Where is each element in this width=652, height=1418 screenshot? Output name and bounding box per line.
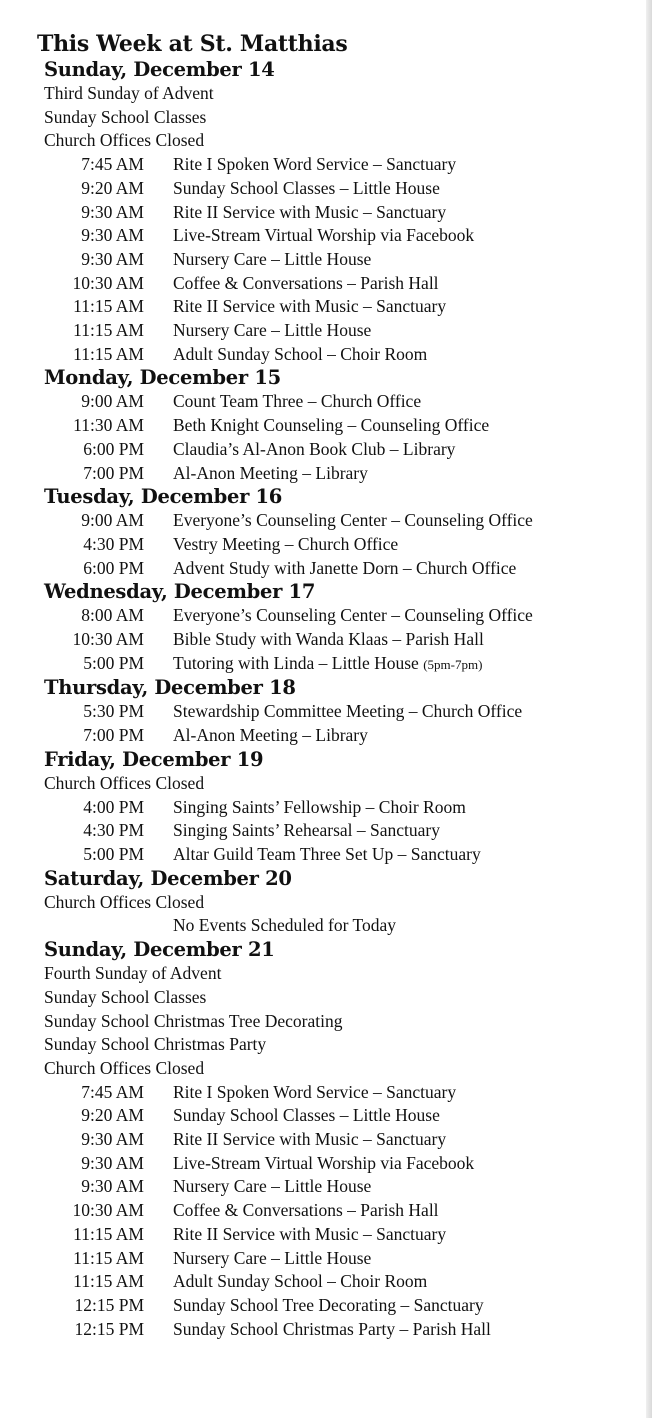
day-section — [44, 580, 629, 676]
event-title: Coffee & Conversations – Parish Hall — [173, 272, 439, 293]
event-row — [44, 509, 629, 533]
event-row — [44, 272, 629, 296]
event-time: 10:30 AM — [72, 272, 144, 293]
event-description — [173, 272, 439, 296]
event-row — [44, 533, 629, 557]
event-time: 9:30 AM — [81, 201, 144, 222]
day-heading: Friday, December 19 — [44, 747, 264, 771]
event-time: 5:00 PM — [83, 652, 144, 673]
event-row — [44, 652, 629, 677]
page-title: This Week at St. Matthias — [37, 31, 348, 57]
event-time: 12:15 PM — [74, 1318, 144, 1339]
weekly-schedule — [37, 30, 637, 1341]
event-row — [44, 724, 629, 748]
event-title: Live-Stream Virtual Worship via Facebook — [173, 225, 475, 246]
event-time: 11:15 AM — [73, 320, 144, 341]
day-note: Fourth Sunday of Advent — [44, 963, 222, 984]
event-time: 9:20 AM — [81, 177, 144, 198]
event-row — [44, 177, 629, 201]
event-title: Nursery Care – Little House — [173, 1176, 372, 1197]
event-description — [173, 628, 484, 652]
event-row — [44, 414, 629, 438]
event-description — [173, 414, 489, 438]
event-time: 9:30 AM — [81, 1152, 144, 1173]
event-title: Sunday School Classes – Little House — [173, 1105, 440, 1126]
event-row — [44, 1081, 629, 1105]
event-title: No Events Scheduled for Today — [173, 915, 396, 936]
event-row — [44, 343, 629, 367]
event-description — [173, 1175, 371, 1199]
day-list — [37, 58, 637, 1341]
event-title: Sunday School Classes – Little House — [173, 177, 440, 198]
event-title: Stewardship Committee Meeting – Church Office — [173, 701, 523, 722]
event-time: 10:30 AM — [72, 1200, 144, 1221]
event-row — [44, 201, 629, 225]
event-time: 10:30 AM — [72, 629, 144, 650]
event-description — [173, 843, 481, 867]
event-description — [173, 1247, 371, 1271]
event-time: 12:15 PM — [74, 1294, 144, 1315]
event-description — [173, 1128, 446, 1152]
event-time: 9:30 AM — [81, 1176, 144, 1197]
event-description — [173, 462, 368, 486]
event-description — [173, 1104, 440, 1128]
event-description — [173, 343, 427, 367]
event-title: Rite II Service with Music – Sanctuary — [173, 1129, 447, 1150]
event-row — [44, 438, 629, 462]
event-description — [173, 248, 371, 272]
event-description — [173, 153, 456, 177]
event-time: 9:20 AM — [81, 1105, 144, 1126]
event-title: Rite II Service with Music – Sanctuary — [173, 201, 447, 222]
event-description — [173, 390, 421, 414]
event-time: 5:00 PM — [83, 843, 144, 864]
event-title: Nursery Care – Little House — [173, 1247, 372, 1268]
event-title: Tutoring with Linda – Little House — [173, 652, 419, 673]
event-time: 11:15 AM — [73, 296, 144, 317]
event-time: 9:00 AM — [81, 391, 144, 412]
event-title: Altar Guild Team Three Set Up – Sanctuary — [173, 843, 481, 864]
event-description — [173, 700, 522, 724]
event-time: 7:45 AM — [81, 154, 144, 175]
day-section — [44, 58, 629, 366]
event-description — [173, 177, 440, 201]
event-title: Vestry Meeting – Church Office — [173, 533, 399, 554]
event-description — [173, 1223, 446, 1247]
event-row — [44, 1247, 629, 1271]
day-section — [44, 867, 629, 938]
day-note: Church Offices Closed — [44, 1057, 205, 1078]
event-description — [173, 224, 474, 248]
day-heading: Sunday, December 14 — [44, 58, 275, 81]
event-row — [44, 248, 629, 272]
event-row — [44, 914, 629, 938]
event-row — [44, 1318, 629, 1342]
event-row — [44, 1294, 629, 1318]
day-note: Church Offices Closed — [44, 772, 205, 793]
event-time-range: (5pm-7pm) — [423, 656, 483, 672]
event-time: 7:45 AM — [81, 1081, 144, 1102]
day-section — [44, 366, 629, 485]
event-title: Sunday School Christmas Party – Parish Hall — [173, 1318, 491, 1339]
event-title: Bible Study with Wanda Klaas – Parish Hall — [173, 629, 484, 650]
event-description — [173, 295, 446, 319]
event-title: Everyone’s Counseling Center – Counseling Office — [173, 605, 533, 626]
event-row — [44, 295, 629, 319]
event-row — [44, 1199, 629, 1223]
event-time: 8:00 AM — [81, 605, 144, 626]
event-time: 4:30 PM — [83, 533, 144, 554]
day-heading: Saturday, December 20 — [44, 866, 292, 890]
event-title: Al-Anon Meeting – Library — [173, 725, 368, 746]
event-time: 9:30 AM — [81, 248, 144, 269]
event-description — [173, 914, 396, 938]
day-section — [44, 485, 629, 580]
event-title: Beth Knight Counseling – Counseling Office — [173, 415, 490, 436]
event-time: 9:30 AM — [81, 1129, 144, 1150]
event-title: Nursery Care – Little House — [173, 248, 372, 269]
event-title: Rite II Service with Music – Sanctuary — [173, 296, 447, 317]
event-title: Count Team Three – Church Office — [173, 391, 422, 412]
event-row — [44, 604, 629, 628]
event-time: 6:00 PM — [83, 557, 144, 578]
event-row — [44, 462, 629, 486]
event-time: 11:15 AM — [73, 1271, 144, 1292]
event-title: Adult Sunday School – Choir Room — [173, 343, 428, 364]
event-row — [44, 1270, 629, 1294]
day-heading: Thursday, December 18 — [44, 676, 296, 700]
event-title: Al-Anon Meeting – Library — [173, 462, 368, 483]
event-time: 4:00 PM — [83, 796, 144, 817]
event-description — [173, 724, 368, 748]
event-row — [44, 628, 629, 652]
day-note: Third Sunday of Advent — [44, 83, 214, 103]
event-time: 11:15 AM — [73, 343, 144, 364]
day-heading: Tuesday, December 16 — [44, 485, 283, 509]
event-description — [173, 1318, 491, 1342]
day-heading: Wednesday, December 17 — [44, 580, 316, 604]
event-description — [173, 438, 455, 462]
day-section — [44, 748, 629, 867]
event-row — [44, 843, 629, 867]
event-row — [44, 1152, 629, 1176]
event-title: Rite I Spoken Word Service – Sanctuary — [173, 154, 457, 175]
day-note: Church Offices Closed — [44, 130, 205, 151]
event-time: 11:30 AM — [73, 415, 144, 436]
event-title: Claudia’s Al-Anon Book Club – Library — [173, 438, 456, 459]
event-row — [44, 319, 629, 343]
event-title: Rite I Spoken Word Service – Sanctuary — [173, 1081, 457, 1102]
event-row — [44, 1104, 629, 1128]
event-row — [44, 819, 629, 843]
event-description — [173, 819, 440, 843]
event-title: Sunday School Tree Decorating – Sanctuary — [173, 1294, 484, 1315]
event-title: Adult Sunday School – Choir Room — [173, 1271, 428, 1292]
event-time: 7:00 PM — [83, 462, 144, 483]
event-description — [173, 509, 533, 533]
event-title: Coffee & Conversations – Parish Hall — [173, 1200, 439, 1221]
event-description — [173, 1081, 456, 1105]
event-description — [173, 533, 398, 557]
event-description — [173, 652, 482, 677]
event-title: Live-Stream Virtual Worship via Facebook — [173, 1152, 475, 1173]
day-heading: Sunday, December 21 — [44, 938, 275, 962]
event-description — [173, 1152, 474, 1176]
event-time — [44, 914, 144, 938]
event-time: 11:15 AM — [73, 1223, 144, 1244]
day-heading: Monday, December 15 — [44, 366, 281, 390]
event-description — [173, 201, 446, 225]
event-row — [44, 224, 629, 248]
event-time: 9:00 AM — [81, 510, 144, 531]
day-note: Sunday School Classes — [44, 986, 207, 1007]
event-time: 4:30 PM — [83, 820, 144, 841]
event-description — [173, 604, 533, 628]
event-description — [173, 319, 371, 343]
event-row — [44, 557, 629, 581]
day-note: Sunday School Christmas Party — [44, 1034, 267, 1055]
day-note: Sunday School Christmas Tree Decorating — [44, 1010, 343, 1031]
event-title: Rite II Service with Music – Sanctuary — [173, 1223, 447, 1244]
event-title: Singing Saints’ Fellowship – Choir Room — [173, 796, 466, 817]
event-row — [44, 153, 629, 177]
event-title: Everyone’s Counseling Center – Counseling Office — [173, 510, 533, 531]
event-description — [173, 1270, 427, 1294]
event-title: Nursery Care – Little House — [173, 320, 372, 341]
event-time: 9:30 AM — [81, 225, 144, 246]
event-row — [44, 390, 629, 414]
day-note: Church Offices Closed — [44, 891, 205, 912]
page-edge-shadow — [646, 0, 652, 1418]
event-description — [173, 557, 516, 581]
event-description — [173, 1199, 439, 1223]
event-time: 5:30 PM — [83, 701, 144, 722]
event-time: 11:15 AM — [73, 1247, 144, 1268]
event-title: Singing Saints’ Rehearsal – Sanctuary — [173, 820, 440, 841]
event-row — [44, 1223, 629, 1247]
event-description — [173, 796, 466, 820]
event-time: 7:00 PM — [83, 725, 144, 746]
event-row — [44, 1175, 629, 1199]
event-row — [44, 700, 629, 724]
event-title: Advent Study with Janette Dorn – Church Office — [173, 557, 517, 578]
event-row — [44, 1128, 629, 1152]
event-time: 6:00 PM — [83, 438, 144, 459]
day-section — [44, 676, 629, 747]
event-description — [173, 1294, 484, 1318]
day-section — [44, 938, 629, 1341]
event-row — [44, 796, 629, 820]
day-note: Sunday School Classes — [44, 106, 207, 127]
